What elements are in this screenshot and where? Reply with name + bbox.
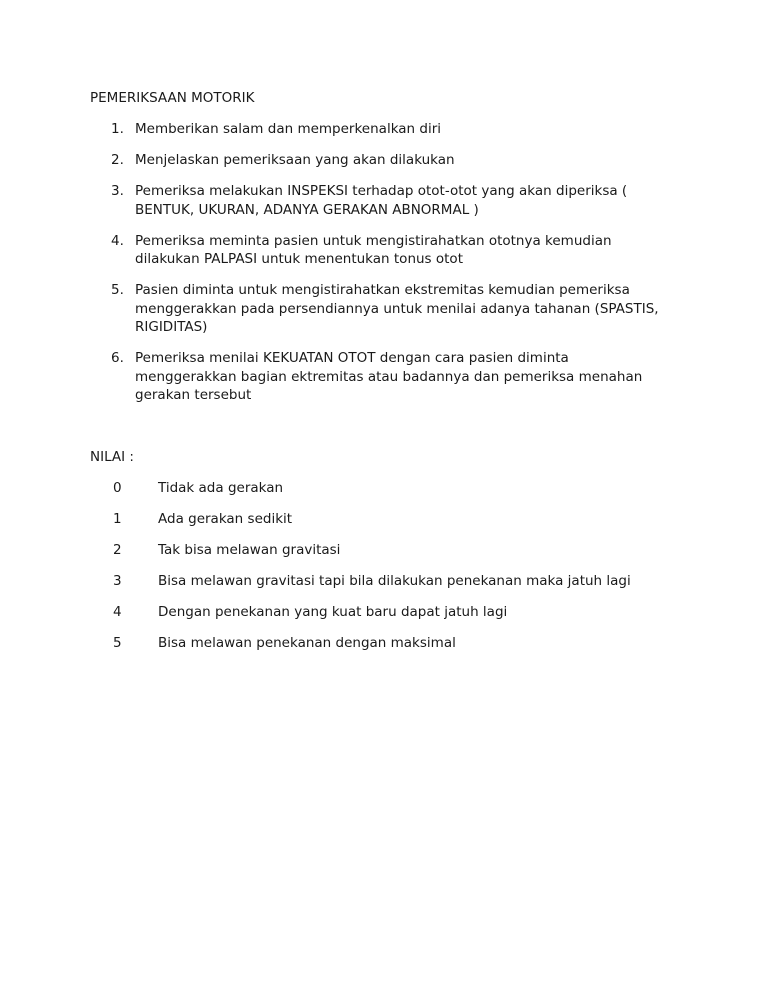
scale-row [90,634,710,665]
step-number: 2. [111,152,124,168]
step-number: 5. [111,282,124,298]
step-text: Pemeriksa meminta pasien untuk mengistirahatkan ototnya kemudian dilakukan PALPASI untuk menentukan tonus otot [135,232,612,267]
step-text: Menjelaskan pemeriksaan yang akan dilakukan [135,152,455,168]
procedure-step [90,232,690,269]
procedure-steps-list [90,120,690,417]
step-text: Pasien diminta untuk mengistirahatkan ekstremitas kemudian pemeriksa menggerakkan pada persendiannya untuk menilai adanya tahanan (SPASTIS, RIGIDITAS) [135,282,659,335]
scale-description: Tidak ada gerakan [158,480,284,496]
scale-description: Bisa melawan penekanan dengan maksimal [158,635,456,651]
procedure-step [90,120,690,139]
step-number: 4. [111,232,124,249]
procedure-step [90,281,690,337]
nilai-heading: NILAI : [90,449,134,465]
scale-score: 5 [113,635,122,651]
procedure-step [90,151,690,170]
step-text: Pemeriksa menilai KEKUATAN OTOT dengan cara pasien diminta menggerakkan bagian ektremitas atau badannya dan pemeriksa menahan gerakan tersebut [135,350,643,403]
scale-score: 1 [113,511,122,527]
scale-row [90,510,710,541]
procedure-step [90,349,690,405]
step-number: 6. [111,350,124,366]
scale-score: 2 [113,542,122,558]
procedure-step [90,182,690,219]
scale-description: Ada gerakan sedikit [158,511,293,527]
scale-description: Dengan penekanan yang kuat baru dapat jatuh lagi [158,604,508,620]
step-number: 1. [111,121,124,137]
step-text: Memberikan salam dan memperkenalkan diri [135,121,442,137]
scale-score: 0 [113,480,122,496]
step-text: Pemeriksa melakukan INSPEKSI terhadap otot-otot yang akan diperiksa ( BENTUK, UKURAN, ADANYA GERAKAN ABNORMAL ) [135,183,628,218]
scale-row [90,479,710,510]
scale-score: 3 [113,573,122,589]
strength-scale-list [90,479,710,665]
scale-row [90,541,710,572]
scale-row [90,603,710,634]
step-number: 3. [111,183,124,199]
scale-description: Bisa melawan gravitasi tapi bila dilakukan penekanan maka jatuh lagi [158,573,631,589]
document-heading: PEMERIKSAAN MOTORIK [90,90,255,106]
scale-description: Tak bisa melawan gravitasi [158,542,341,558]
scale-score: 4 [113,604,122,620]
scale-row [90,572,710,603]
